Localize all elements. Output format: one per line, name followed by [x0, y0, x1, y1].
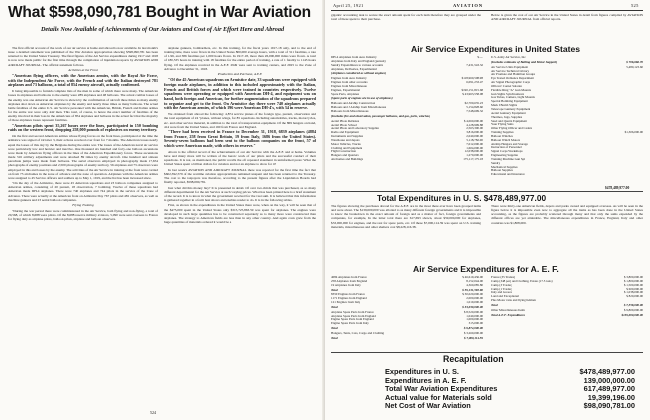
row-label: Total [331, 288, 338, 292]
row-value: $ 30,020,000.00 [462, 292, 483, 297]
right-page [325, 0, 650, 420]
row-label: Your Flying Suits [491, 123, 514, 127]
recap-row [385, 402, 635, 411]
row-value: 2,563,300.00 [466, 126, 483, 131]
table-row [331, 97, 483, 101]
row-value: $118,960,508.98 [461, 76, 483, 81]
row-label: Total [331, 305, 338, 309]
row-value: 2,040,000.00 [466, 134, 483, 139]
row-label: Motor Vehicles, Trucks [331, 142, 361, 146]
row-label: Aerial Photo School [331, 123, 357, 127]
intro-column-2: Below is given the cost of our Air Service in the United States in detail from figures compiled by AVIATION AND AIRCRAFT JOURNAL from official reports. [491, 13, 643, 22]
row-value: $ 8,520,000.00 [463, 309, 483, 314]
paragraph: Activities at the Front [68, 68, 98, 73]
row-label: Engines from Miscellaneous [331, 84, 368, 88]
row-value: 7,431,543.32 [466, 62, 483, 67]
row-label: Camp (1 Trades) [491, 287, 513, 291]
row-value: $ 820,000.00 [626, 294, 643, 299]
table-row [331, 327, 483, 331]
row-label: U.S. Army Air Service, Inc. [491, 56, 527, 59]
row-label: Total [491, 303, 498, 307]
row-label: Engines from Aero Industry [331, 77, 367, 81]
paragraph: "American pilots spent 35,267 hours over the lines, participated in 150 bombing raids on the western front, dropping 258,000 pounds of explosives on enemy territory. [8, 122, 158, 133]
row-label: 258 Airplanes from England [331, 279, 368, 283]
row-value: $ 1,038,000.00 [623, 290, 643, 295]
row-label: 1171 Engines from England [331, 297, 367, 301]
row-label: Thermos, Jugs, Supplies [491, 115, 523, 119]
row-label: Mechanical Supplies [491, 165, 518, 169]
row-value: $ 1,500,000.00 [623, 282, 643, 287]
table-row [491, 299, 643, 303]
row-label: DH-4 Airplanes from Aero Industry [331, 56, 377, 59]
row-label: Aerial Photo Reflexes [331, 119, 360, 123]
paragraph: We obtained from abroad the following: 4,874 service planes of the foreign type, pursuit, observation and the total equipment of 24 "planes, without wings, for 85 squadrons. Including automobiles, trucks, motorcycles, etc. and other service material, in addition to the total of transportation equipment. Of the 869 hangars on hand, 414 were from the United States, and 160 from France and England. [164, 112, 316, 129]
row-label: Airplanes, Deliveries, Experimental [331, 67, 377, 71]
table-row [331, 158, 483, 162]
row-label: Plus Motor vans and flying helmets [491, 299, 537, 303]
paragraph: Just what did this money buy? It is presented in detail. Of over two-thirds that was purchased, as so many different departmental for the Air Service at such varying prices. What has been printed here is a brief statement of the record. It is to know in what the government received for the vast sum. It is believed that this information is gathered together in a form best shows and enables reader to do. It is in the following tables. [164, 185, 316, 203]
table-row [331, 289, 483, 293]
table-row [331, 110, 483, 114]
row-label: Training Supplies [491, 131, 514, 135]
paragraph: "American flying officers, with the American armies, with the Royal Air Force, with the Independent Air Force, with the French and with the Italian destroyed 781 airplanes and 73 balloons, a total of 854 enemy aircraft, actually confirmed. [8, 72, 158, 88]
intro-column-1: gigantic accounting task to secure the exact amount spent for each item therefore they are grouped under the total of these spent to their purchase. [331, 13, 481, 22]
divider [331, 352, 643, 353]
divider [331, 191, 643, 192]
recapitulation-title: Recapitulation [443, 354, 504, 364]
row-value: 5,154,828.60 [466, 105, 483, 110]
row-label: Balloon Winches [491, 134, 513, 138]
row-label: Spare Parts, Airplanes [331, 92, 360, 96]
row-value: 4,128,999.88 [466, 122, 483, 127]
row-label: Balloon Winch Motors [491, 138, 521, 142]
row-value: 315,000.00 [468, 321, 483, 326]
paragraph: Production and Purchase, A.E.F. [217, 72, 263, 77]
row-label: Airplanes from Italy and England (pursuit) [331, 59, 386, 63]
article-title: What $598,090,781 Bought in War Aviation [8, 4, 311, 21]
row-label: Hangars, Tents, Cots, Cargo and Clothing [331, 331, 385, 335]
recapitulation-table [385, 368, 635, 411]
row-label: Total [331, 327, 338, 331]
row-label: Air Service Units Equipment [491, 65, 529, 69]
row-value: 8,152,044.00 [466, 278, 483, 283]
row-value: $ 43,963,558.08 [462, 91, 483, 96]
page-number-left: 524 [150, 410, 156, 415]
row-label: France (35 Trades) [491, 276, 516, 279]
running-head-date: April 25, 1921 [333, 3, 364, 8]
aef-expenditures-table-1 [331, 276, 483, 352]
row-label: Special Bombing Equipment [491, 100, 528, 104]
row-label: Mark I Bomb Sights [491, 104, 518, 108]
row-value: 1,270,000.00 [466, 153, 483, 158]
table-row [331, 301, 483, 305]
row-label: Steel and Quartz Equipment [491, 119, 528, 123]
row-label: Engine Spare Parts from England [331, 318, 374, 322]
us-grand-total: $478,489,977.00 [605, 186, 630, 190]
row-value: 6,091,233.47 [466, 80, 483, 85]
row-value: 2,000,000.00 [466, 296, 483, 301]
row-value: 7,012,000.00 [466, 141, 483, 146]
recap-label: Total War Aviation Expenditures [385, 384, 498, 394]
paragraph: Above is the official record of the achievements of our Air Service with the A.E.F. and at home. Volumes have and many more will be written of the heroic work of our pilots and the successful conduct of their squadrons. It is not, as mentioned, the public recalls the oft repeated statement in uninformed press: What the United States spent a billion dollars for aviation and not an airplane to show for it? [164, 150, 316, 167]
row-value: $ 59,131,565.80 [462, 287, 483, 292]
row-value: 7,548,699.32 [466, 108, 483, 113]
table-row [491, 304, 643, 308]
row-label: Gun Sights Synchronizers [491, 92, 525, 96]
paragraph: On the first and second American armies whose flying forces on the front lines, participated at the time the armistice was signed of October 3, their actions received over front for 7 months. The American losses nearly equal the losses of this day by the Belgians during the entire war. The losses of the American naval air service were particularly low and heavier and inactive. One thousand six hundred and forty-one balloon ascensions were made by American flying officers in the lines of the American Expeditionary forces. These ascensions made 316 artillery adjustments and were attacked 89 times by enemy aircraft. One hundred and sixteen parachute jumps were made from balloons. The aerial observers employed in photography made 17,654 photographs of enemy positions and 2,500 photographs of enemy territory, 56 airplanes and 73 observers were employed in this and losses by the enemy. The activities of the Air Service in training at the front were carried on from 73 airdromes in the zone of advance and the zone of operation. Airplanes with the American armies were assigned to 45 Service officers and soldiers up to May 1, 1919, and the list has been increased since. [8, 134, 158, 180]
row-label: Italy and Greece [491, 291, 513, 295]
recap-label: Actual value for Materials sold [385, 392, 492, 402]
row-label: Eye Tested Ordnance Department [491, 77, 534, 81]
row-label: Aerial Photo and Laboratory Supplies [331, 127, 380, 131]
row-label: Total A.E.F. Expenditures [491, 313, 525, 317]
recap-value: 19,399,196.00 [587, 392, 635, 402]
row-label: Clothing and Equipment [331, 146, 363, 150]
row-label: (Airplanes considered as without engines) [331, 72, 387, 76]
row-value: 5,118,782.00 [466, 137, 483, 142]
us-expenditures-title: Air Service Expenditures in United States [411, 44, 581, 54]
table-row [331, 72, 483, 76]
row-label: Other Flying Officer and Cadets [491, 127, 533, 131]
row-label: Training Machine Gun Spl [491, 157, 526, 161]
row-value: $..... [477, 56, 483, 59]
row-value: 175,117,175.18 [463, 157, 483, 162]
row-label: Gas Tubes, Camera, Light Mounts [491, 96, 535, 100]
row-label: Telescope Gunnery Equipment [491, 107, 531, 111]
recap-value: $478,489,977.00 [579, 367, 635, 376]
table-row [331, 68, 483, 72]
row-label: Radio and Equipment [331, 131, 359, 135]
paragraph: "Of the 45 American squadrons on Armistice date, 33 squadrons were equipped with foreign made airplanes, in addition to this included approximately with the Italian, French and British forces and which were trained in countries respectively. Twelve squadrons were operating or equipped with American DH-4, and equipment was on hand, both foreign and American, for further augmentation of the squadrons prepared to organize and get to the front. On Armistice day there were 740 airplanes actually with the American armies, of which 196 were American DH-4's, with 34 in reserve. [164, 77, 316, 111]
row-value: $ 9,874,000.00 [463, 326, 483, 331]
row-label: Engineering Supplies [491, 154, 519, 158]
table-row [331, 93, 483, 97]
recap-label: Expenditures in A. E. F. [385, 375, 467, 385]
row-label: 121 Engines from Italy [331, 301, 361, 305]
recap-value: $98,090,781.00 [583, 401, 635, 411]
row-label: (Spare parts of engines are in use of airplanes) [331, 97, 393, 101]
recap-label: Expenditures in U. S. [385, 367, 459, 376]
header-rule [331, 10, 643, 11]
row-label: Warehouse and depots [331, 138, 360, 142]
row-value [641, 173, 643, 177]
row-label: (Includes fire and observation, passenger balloons, and gas, parts, winches) [331, 114, 431, 118]
row-label: 8350 Engines from France [331, 293, 365, 297]
row-value: $ 7,558,000.00 [623, 302, 643, 307]
row-label: Balloons from Miscellaneous [331, 109, 369, 113]
row-label: Air Signal Photographic Corps [491, 81, 531, 85]
row-value: $ 46,619,436.00 [462, 276, 483, 279]
us-expenditures-table-2 [491, 56, 643, 190]
row-label: Sundry Expenditures to various accounts [331, 63, 384, 67]
row-label: Educational and Insurance [491, 173, 525, 177]
paragraph: "There had been received in France to December 31, 1918, 6839 airplanes (4884 from France, 258 from Great Britain, 19 from Italy, 1686 from the United States). Seventy-seven balloons had been sent to the balloon companies on the front, 57 of which were American made, with others in reserve." [164, 129, 316, 149]
running-head-page: 525 [631, 3, 639, 8]
row-value: $ 3,800,000.00 [623, 276, 643, 279]
paragraph: "During the war period there were commissioned in the Air Service, both flying and non-flying, a total of 20,568, of which 8,688 were pilots. Of the 8,688 reserve military aviators, 5,090 were sent overseas to France for flying duty as airplane pilots, balloon pilots, airplane and balloon observers. [8, 209, 158, 222]
row-label: Airdromes and Buildings [331, 158, 364, 162]
row-label: Balloon Supplies [491, 169, 513, 173]
row-label: Instruments and Supplies [331, 135, 364, 139]
row-value: 3,816,000.00 [466, 130, 483, 135]
row-value: 1,604,000.00 [466, 145, 483, 150]
aef-intro-column-2: There were thirty-one American fields, depots and parks owned and equipped overseas. As will be seen in the figure below it is impossible even now to aggregate all the items as has been done in the United States accounting, as the figures are probably scattered through many and that only the sums expended by the different offices are yet attainable. The miscellaneous expenditures in France, England, Italy and other countries was $1,808,000. [491, 204, 643, 225]
row-label: Other Miscellaneous Items [491, 308, 526, 312]
row-label: Engines from other accounts [331, 81, 368, 85]
row-value: $1,306,000.00 [624, 130, 643, 135]
table-row [331, 337, 483, 341]
paragraph: airplane gunners, bombardiers, etc. In this training, for the fiscal years 1917-18 only, and to the end of training time, there were flown in the United States 800,000 average hours, with a total of 311 fatalities, a rate of 1.96, and 386 fatalities per 1,000 hours flown. In 1917-18, more than 26,000,000 miles were flown. A total of 180,535 hours in training with 18 fatalities for the entire period of training, a rate of 1 fatality to 1143 hours flying. Of the airplanes received in the A.E.F. 2949 were sent to training centers, and 2925 to the Zone of Advance to December 31, 1918. [164, 46, 316, 71]
article-subtitle: Details Now Available of Achievements of Our Aviators and Cost of Air Effort Here and Abroad [40, 26, 285, 33]
row-label: Sundry [491, 161, 501, 165]
row-label: Flight Construction [331, 150, 356, 154]
row-value: $ 4,060,000.00 [463, 118, 483, 123]
aef-intro-column-1: The figures showing the purchases abroad for the A.E.F. are in the most there ever have been grouped items and were about. The $139,000,000 was allotted to as many different foreign governments and it is impossible to know the breakdown in the exact amount of foreign and as a matter of fact, foreign governments and companies, for example, In the latter total there are 617,693 shown, about $59,000,000 for airplanes, $33,000,000 for engines, and the rest for spare parts, etc. Of these $7,000,114.59 was spent on U.S. training materials, miscellaneous and other shelters cost $8,228,116.38. [331, 204, 481, 229]
row-label: Airship Hangars and Storage [491, 142, 528, 146]
table-row [491, 61, 643, 65]
recap-label: Net Cost of War Aviation [385, 401, 471, 411]
row-value [481, 68, 483, 72]
table-row [331, 306, 483, 310]
row-label: Air Service Technical Library [491, 69, 530, 73]
row-label: Land and Exceptional [491, 295, 519, 299]
table-row [331, 332, 483, 336]
row-label: Engine Spare Parts from Italy [331, 322, 369, 326]
row-value: 4,360,085.80 [466, 282, 483, 287]
table-row [491, 173, 643, 177]
row-label: Air Promote and Hamilton Groups [491, 73, 536, 77]
row-value: 12,038,000.00 [464, 149, 483, 154]
table-row [491, 314, 643, 318]
row-label: Balloons and Airship Construction [331, 102, 376, 106]
paragraph: First, as shown in the expenditures in the United States there were, when on the way, it will be seen that of the $475,000 spent in the United States only $315,725,863.59 was spent for airplanes. The engines were developed in such large quantities has to be constructed separately as to many more were constructed than airplanes. The strategy to American fields are less than in any other country. And again costs grew from the huge quantities of materials ordered it would be a [164, 203, 316, 225]
table-row [491, 56, 643, 60]
row-label: Officers' Cornet Salaries [491, 84, 523, 88]
paragraph: It being impossible to furnish complete lists of the men in some of which there were many. The American losses in airplanes and balloons to the enemy were 289 airplanes and 48 balloons. The actual combat losses of the enemy was one American Air Service is shown by the confirmation of aircraft three times as many enemy airplanes shot down as American airplanes by the enemy and nearly three times as many balloons. The actual battle fatalities of the entire U.S. Air Service personnel with the American, British, French and Italian armies for the entire war were only 442 men. This total, of course, is hence the exact number of fatalities of the enemy involved in their loss in the Americans of 854 airplanes and balloons in the actual fact that the majority of those airplanes losses represent fatalities. [8, 89, 158, 123]
row-label: Instruction of Personnel [491, 146, 522, 150]
left-column-1 [8, 46, 158, 408]
row-value: $139,000,000.00 [621, 312, 643, 317]
row-label: Aerial Gunnery Equipment [491, 111, 526, 115]
row-label: Balloons and J Airship from Miscellaneous [331, 106, 387, 110]
row-value: 1,019,000.00 [466, 300, 483, 305]
row-value: $ 7,000,114.59 [464, 335, 483, 340]
running-head-title: AVIATION [453, 3, 484, 8]
table-row [331, 284, 483, 288]
row-value: $ 1,800,000.00 [623, 278, 643, 283]
row-value: 1,040,000.00 [466, 313, 483, 318]
row-value: $ 9,809,000.00 [623, 307, 643, 312]
row-value: $ 3,260,000.00 [463, 330, 483, 335]
row-label: Flexible Ring "A" Gun Mounts [491, 88, 531, 92]
recap-value: 139,000,000.00 [583, 375, 635, 385]
row-label: Total [331, 336, 338, 340]
paragraph: In last week's AVIATION AND AIRCRAFT JOURNAL there was reported for the first time the fact that $602,392,579 of the wartime aviation appropriations remained unspent and has been returned to the Treasury. The cost to the taxpayers was therefore, according to the present figures after the Liquidation Boards had finally reported, $598,090,781. [164, 167, 316, 185]
row-label: Camp (3 Trades) [491, 283, 513, 287]
table-row [331, 322, 483, 326]
paragraph: Flying Training [72, 203, 94, 208]
left-column-2 [164, 46, 316, 408]
table-row [331, 115, 483, 119]
row-label: Camp (348 per) and Clothing, Estate (17.5 tons) [491, 279, 553, 283]
row-value: $2,700,635.23 [464, 101, 483, 106]
row-label: 19 Airplanes from Italy [331, 283, 361, 287]
row-value: $ 600,000.00 [626, 286, 643, 291]
total-us-line: Total Expenditures in U. S. $478,489,977.00 [377, 193, 547, 203]
recap-value: 617,489,977.00 [583, 384, 635, 394]
us-expenditures-table-1 [331, 56, 483, 190]
row-label: Signal Corps Workshops [491, 150, 523, 154]
row-label: Airplane Spare Parts from France [331, 310, 374, 314]
row-label: Airplane Spare Parts from England [331, 314, 376, 318]
aef-expenditures-table-2 [491, 276, 643, 352]
row-value: 5,480,123.60 [626, 64, 643, 69]
row-label: Engines, Experimental [331, 88, 361, 92]
row-label: 4084 Airplanes from France [331, 276, 367, 279]
row-value: $ 706,666.70 [626, 59, 643, 64]
row-label: Hangars and Quarters [331, 154, 359, 158]
row-label: (Includes estimates of Bailing and Motor Support) [491, 60, 558, 64]
paragraph: "On the day of the Armistice, there were 45 American squadrons and 23 balloon companies assigned to American armies, consisting of 20 pursuit, 18 observation, 7 bombing. Twelve of these squadrons had American made DH-4 airplanes. There were 740 airplanes and 744 pilots in the service of the Zone of Advance. There were actually at the American front on Armistice Day 767 pilots and 481 observers, as well as machine gunners and 23 aerial balloon companies. [8, 181, 158, 202]
row-value: $ 33,039,000.00 [462, 304, 483, 309]
row-value: $190,151,815.68 [461, 87, 483, 92]
paragraph: The first official account of the work of our air service at home and abroad is now available. In last month's issue a detailed statement was published of the War Aviation appropriation showing $598,090,781 has been returned to the United States Treasury. The final figures of the Air Service expenditures during 1917 and 1918 is now now made public for the first time through the compilation of liquidation reports by AVIATION AND AIRCRAFT JOURNAL. The official statement follows. [8, 46, 158, 67]
row-value: 1,000,000.00 [466, 317, 483, 322]
aef-expenditures-title: Air Service Expenditures for A. E. F. [413, 264, 559, 274]
